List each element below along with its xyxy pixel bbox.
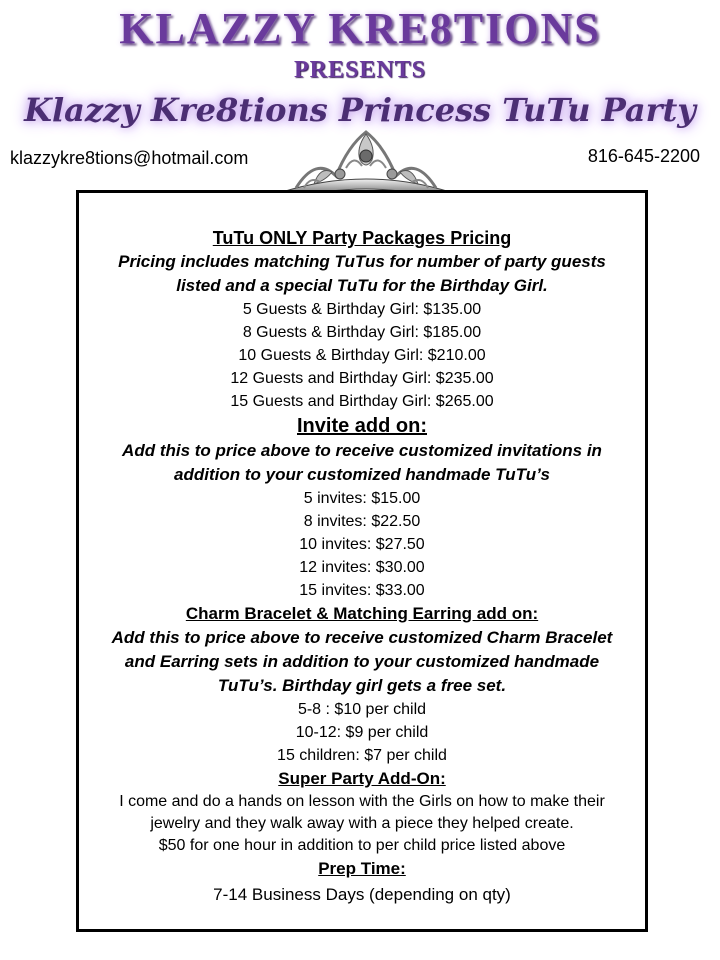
presents-label: PRESENTS <box>293 57 427 83</box>
price-line: 8 Guests & Birthday Girl: $185.00 <box>242 324 482 341</box>
price-line: 5 Guests & Birthday Girl: $135.00 <box>242 301 482 318</box>
tutu-note: Pricing includes matching TuTus for number of party guests <box>118 252 606 271</box>
pricing-content <box>78 226 646 909</box>
phone-contact[interactable]: 816-645-2200 <box>587 146 700 166</box>
email-contact[interactable]: klazzykre8tions@hotmail.com <box>10 148 249 168</box>
invite-note: addition to your customized handmade TuTu’s <box>174 465 550 484</box>
charm-note: Add this to price above to receive customized Charm Bracelet <box>111 628 613 647</box>
invite-price-line: 8 invites: $22.50 <box>303 513 421 530</box>
price-line: 12 Guests and Birthday Girl: $235.00 <box>230 370 494 387</box>
charm-price-line: 10-12: $9 per child <box>295 724 429 741</box>
prep-heading: Prep Time: <box>318 859 406 878</box>
brand-title: KLAZZY KRE8TIONS <box>119 4 601 53</box>
invite-price-line: 12 invites: $30.00 <box>299 559 425 576</box>
tutu-note: listed and a special TuTu for the Birthday Girl. <box>176 276 548 295</box>
prep-text: 7-14 Business Days (depending on qty) <box>213 885 511 904</box>
charm-note: TuTu’s. Birthday girl gets a free set. <box>217 676 507 695</box>
charm-price-line: 15 children: $7 per child <box>277 747 447 764</box>
party-title: Klazzy Kre8tions Princess TuTu Party <box>24 91 696 129</box>
tutu-heading: TuTu ONLY Party Packages Pricing <box>212 228 512 248</box>
invite-note: Add this to price above to receive customized invitations in <box>122 441 602 460</box>
invite-price-line: 10 invites: $27.50 <box>299 536 425 553</box>
invite-price-line: 5 invites: $15.00 <box>303 490 421 507</box>
price-line: 10 Guests & Birthday Girl: $210.00 <box>238 347 486 364</box>
price-line: 15 Guests and Birthday Girl: $265.00 <box>230 393 494 410</box>
charm-note: and Earring sets in addition to your customized handmade <box>124 652 600 671</box>
charm-heading: Charm Bracelet & Matching Earring add on: <box>185 604 539 623</box>
charm-price-line: 5-8 : $10 per child <box>297 701 427 718</box>
super-text: jewelry and they walk away with a piece they helped create. <box>150 815 574 832</box>
super-heading: Super Party Add-On: <box>278 769 446 788</box>
super-text: I come and do a hands on lesson with the Girls on how to make their <box>119 793 605 810</box>
invite-heading: Invite add on: <box>297 415 427 437</box>
super-text: $50 for one hour in addition to per child price listed above <box>158 837 566 854</box>
invite-price-line: 15 invites: $33.00 <box>299 582 425 599</box>
